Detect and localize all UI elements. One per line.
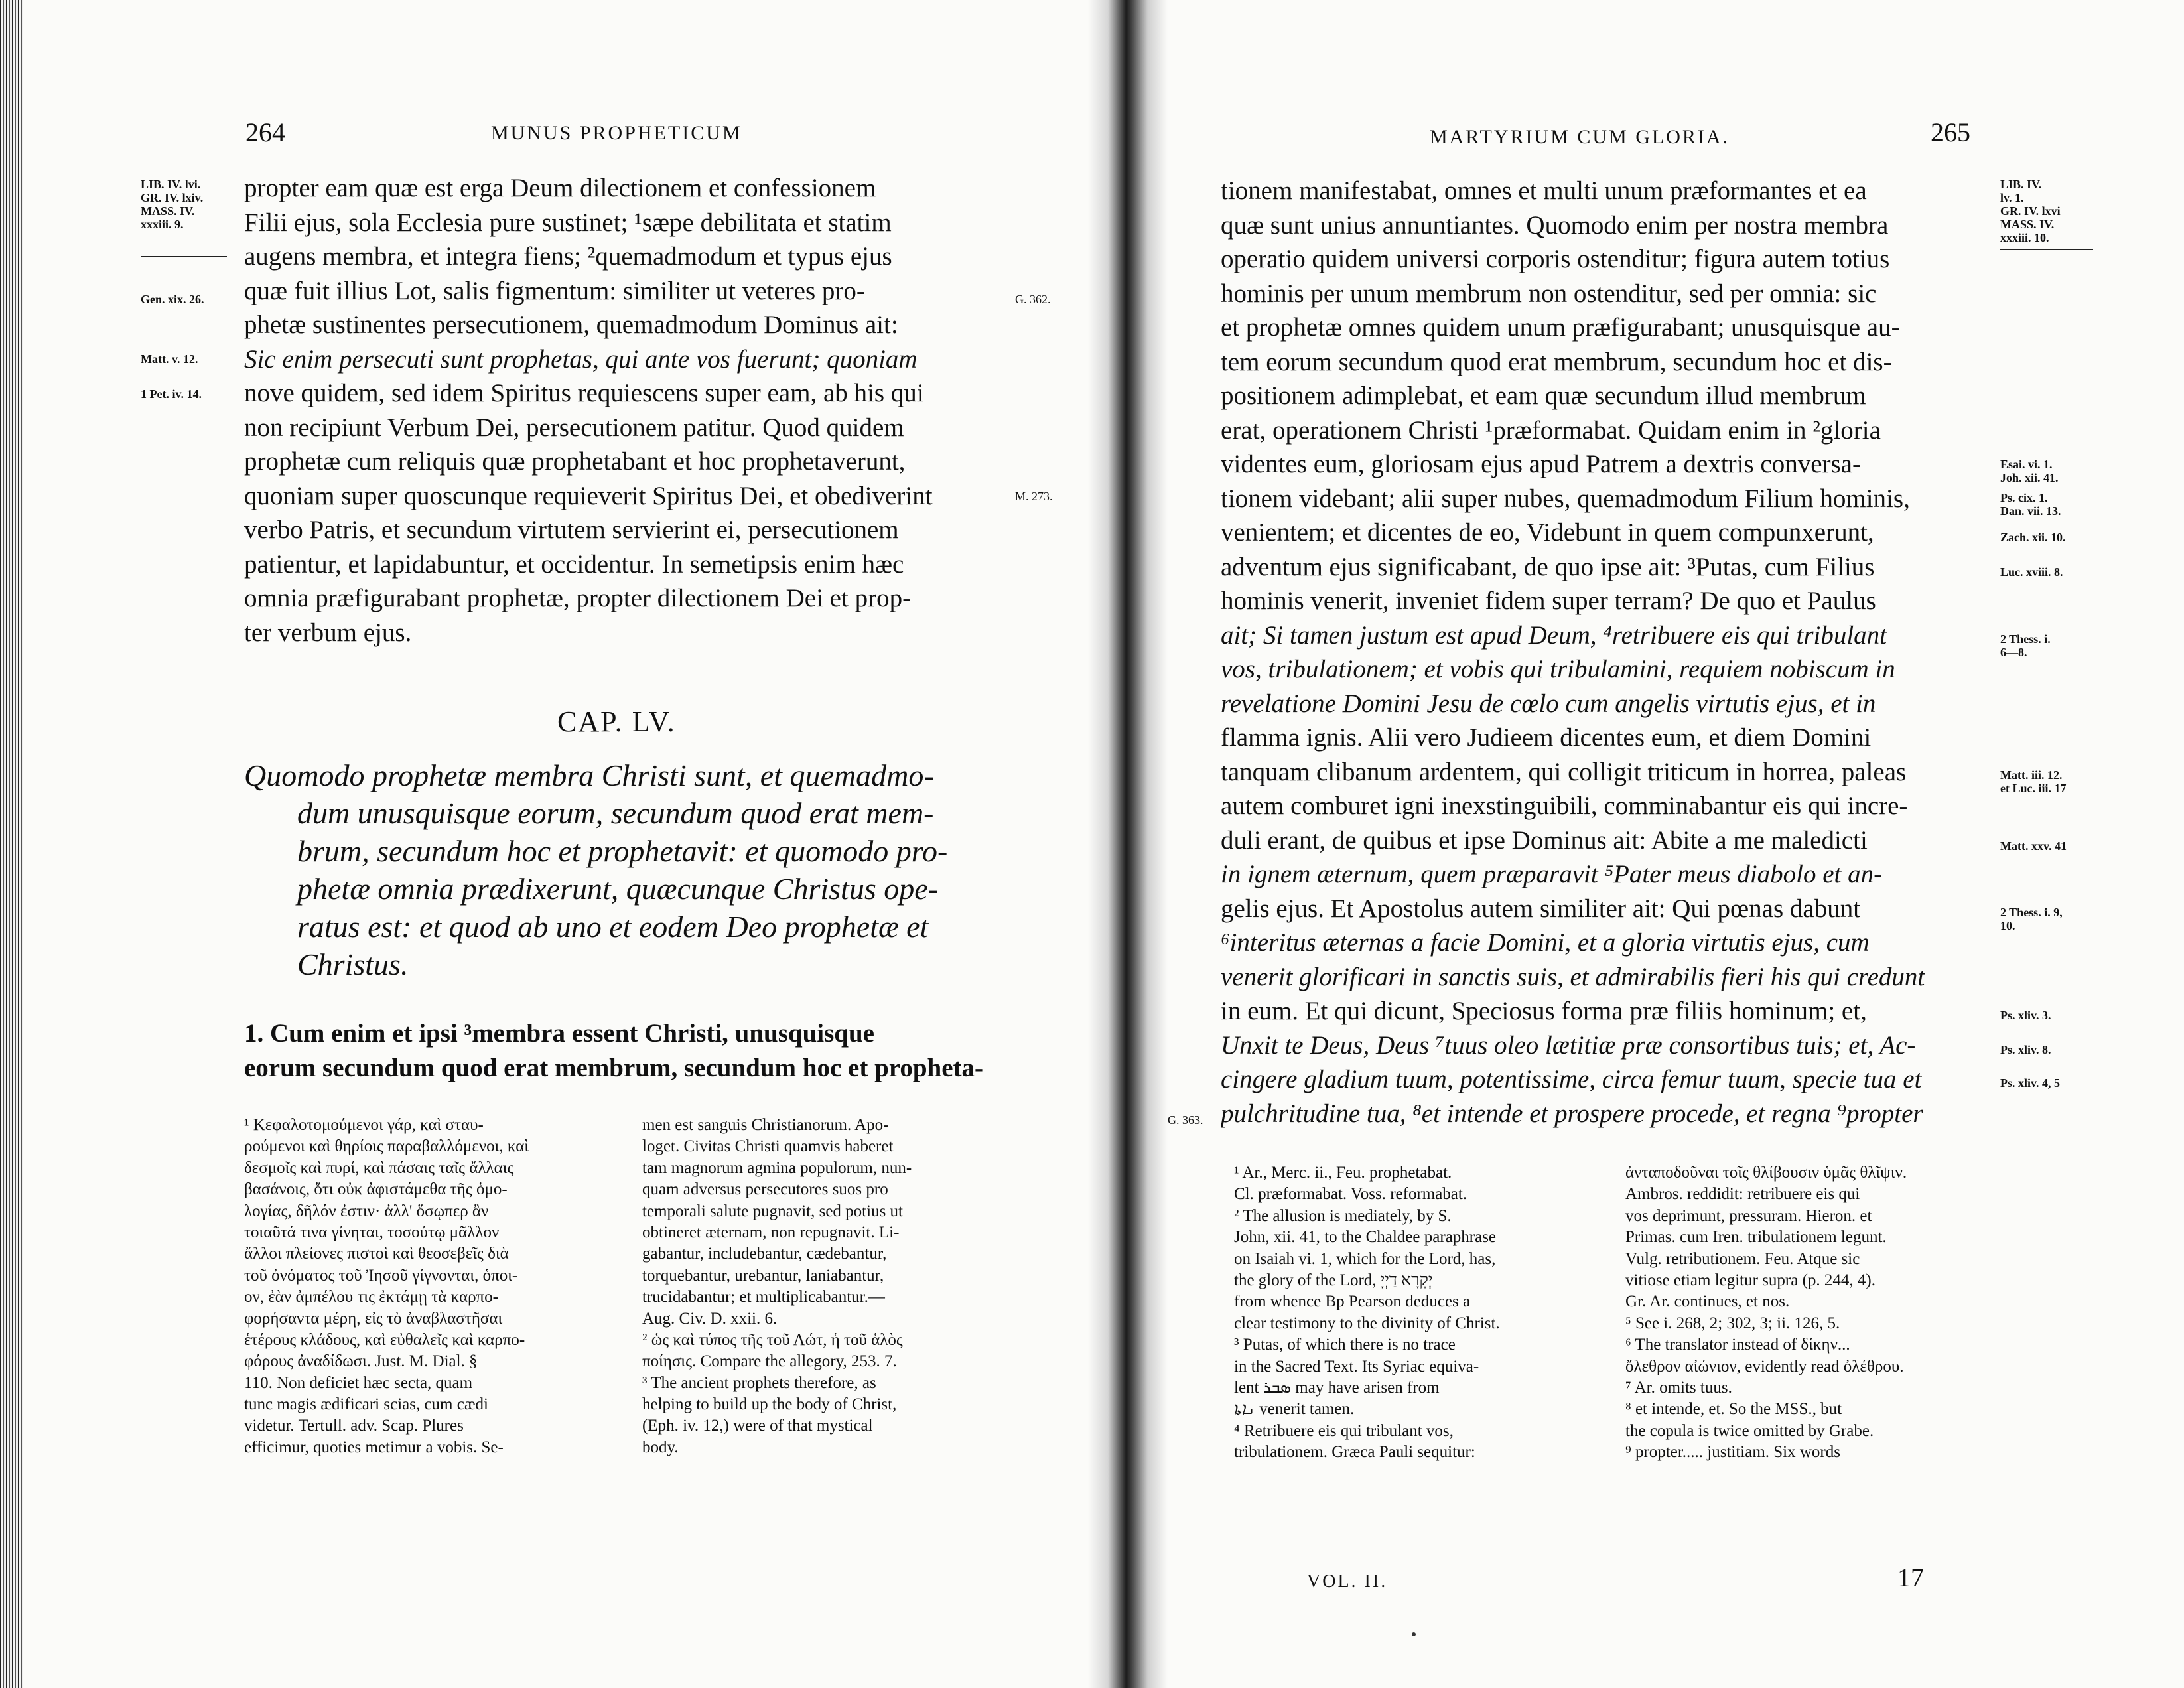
signature-mark: VOL. II. [1307, 1571, 1388, 1592]
running-head: MUNUS PROPHETICUM [491, 122, 742, 144]
margin-ref: LIB. IV. lvi. GR. IV. lxiv. MASS. IV. xxxiii. 9. [141, 178, 204, 231]
margin-ref: Matt. xxv. 41 [2000, 839, 2067, 853]
body-text: tionem manifestabat, omnes et multi unum præformantes et ea quæ sunt unius annuntiantes. Quomodo enim per nostra membra operatio quidem universi corporis ostenditur; figura autem totius hominis per unum membrum non ostenditur, sed per omnia: sic et prophetæ omnes quidem unum præfigurabant; unusquisque au- tem eorum secundum quod erat membrum, secundum hoc et dis- positionem adimplebat, et eam quæ secundum illud membrum erat, operationem Christi ¹præformabat. Quidam enim in ²gloria videntes eum, gloriosam ejus apud Patrem a dextris conversa- tionem videbant; alii super nubes, quemadmodum Filium hominis, venientem; et dicentes de eo, Videbunt in quem compunxerunt, adventum ejus significabant, de quo ipse ait: ³Putas, cum Filius hominis venerit, inveniet fidem super terram? De quo et Paulus ait; Si tamen justum est apud Deum, ⁴retribuere eis qui tribulant vos, tribulationem; et vobis qui tribulamini, requiem nobiscum in revelatione Domini Jesu de cœlo cum angelis virtutis ejus, et in flamma ignis. Alii vero Judieem dicentes eum, et diem Domini tanquam clibanum ardentem, qui colligit triticum in horrea, paleas autem comburet igni inexstinguibili, comminabantur eis qui incre- duli erant, de quibus et ipse Dominus ait: Abite a me maledicti in ignem æternum, quem præparavit ⁵Pater meus diabolo et an- gelis ejus. Et Apostolus autem similiter ait: Qui pœnas dabunt ⁶interitus æternas a facie Domini, et a gloria virtutis ejus, cum venerit glorificari in sanctis suis, et admirabilis fieri his qui credunt in eum. Et qui dicunt, Speciosus forma præ filiis hominum; et, Unxit te Deus, Deus ⁷tuus oleo lætitiæ præ consortibus tuis; et, Ac- cingere gladium tuum, potentissime, circa femur tuum, specie tua et pulchritudine tua, ⁸et intende et prospere procede, et regna ⁹propter [1221, 176, 1925, 1128]
chapter-heading: CAP. LV. [557, 705, 676, 738]
footnotes-column-1: ¹ Κεφαλοτομούμενοι γάρ, καὶ σταυ- ρούμενοι καὶ θηρίοις παραβαλλόμενοι, καὶ δεσμοῖς καὶ πυρί, καὶ πάσαις ταῖς ἄλλαις βασάνοις, ὅτι οὐκ ἀφιστάμεθα τῆς ὁμο- λογίας, δῆλόν ἐστιν· ἀλλ' ὅσῳπερ ἂν τοιαῦτά τινα γίνηται, τοσούτῳ μᾶλλον ἄλλοι πλείονες πιστοὶ καὶ θεοσεβεῖς διὰ τοῦ ὀνόματος τοῦ Ἰησοῦ γίγνονται, ὁποι- ον, ἐὰν ἀμπέλου τις ἐκτάμῃ τὰ καρπο- φορήσαντα μέρη, εἰς τὸ ἀναβλαστῆσαι ἑτέρους κλάδους, καὶ εὐθαλεῖς καὶ καρπο- φόρους ἀναδίδωσι. Just. M. Dial. § 110. Non deficiet hæc secta, quam tunc magis ædificari scias, cum cædi videtur. Tertull. adv. Scap. Plures efficimur, quoties metimur a vobis. Se- [244, 1116, 529, 1456]
margin-ref: Gen. xix. 26. [141, 293, 204, 306]
scan-speck [1412, 1632, 1416, 1636]
margin-ref: Ps. xliv. 8. [2000, 1043, 2051, 1056]
margin-ref: Ps. xliv. 3. [2000, 1009, 2051, 1022]
chapter-title: Quomodo prophetæ membra Christi sunt, et quemadmo- dum unusquisque eorum, secundum quod erat mem- brum, secundum hoc et prophetavit: et quomodo pro- phetæ omnia prædixerunt, quæcunque Christus ope- ratus est: et quod ab uno et eodem Deo prophetæ et Christus. [244, 758, 948, 981]
margin-ref: Ps. xliv. 4, 5 [2000, 1076, 2061, 1090]
margin-ref: G. 363. [1168, 1113, 1203, 1127]
margin-ref: LIB. IV. lv. 1. GR. IV. lxvi MASS. IV. xxxiii. 10. [2000, 178, 2061, 244]
margin-ref: 1 Pet. iv. 14. [141, 387, 202, 401]
margin-ref: Zach. xii. 10. [2000, 531, 2066, 544]
footnotes-column-2: men est sanguis Christianorum. Apo- loget. Civitas Christi quamvis haberet tam magnorum agmina populorum, nun- quam adversus persecutores suos pro temporali salute pugnavit, sed potius ut obtineret æternam, non repugnavit. Li- gabantur, includebantur, cædebantur, torquebantur, urebantur, laniabantur, trucidabantur; et multiplicabantur.— Aug. Civ. D. xxii. 6. ² ὡς καὶ τύπος τῆς τοῦ Λώτ, ἡ τοῦ ἁλὸς ποίησις. Compare the allegory, 253. 7. ³ The ancient prophets therefore, as helping to build up the body of Christ, (Eph. iv. 12,) were of that mystical body. [642, 1116, 912, 1456]
body-text: propter eam quæ est erga Deum dilectionem et confessionem Filii ejus, sola Ecclesia pure sustinet; ¹sæpe debilitata et statim augens membra, et integra fiens; ²quemadmodum et typus ejus quæ fuit illius Lot, salis figmentum: similiter ut veteres pro- phetæ sustinentes persecutionem, quemadmodum Dominus ait: Sic enim persecuti sunt prophetas, qui ante vos fuerunt; quoniam nove quidem, sed idem Spiritus requiescens super eam, ab his qui non recipiunt Verbum Dei, persecutionem patitur. Quod quidem prophetæ cum reliquis quæ prophetabant et hoc prophetaverunt, quoniam super quoscunque requieverit Spiritus Dei, et obediverint verbo Patris, et secundum virtutem servierint ei, persecutionem patientur, et lapidabuntur, et occidentur. In semetipsis enim hæc omnia præfigurabant prophetæ, propter dilectionem Dei et prop- ter verbum ejus. [244, 174, 933, 647]
sheet-number: 17 [1897, 1563, 1924, 1592]
page-number: 264 [245, 117, 285, 147]
margin-ref: Matt. iii. 12. et Luc. iii. 17 [2000, 768, 2067, 795]
margin-rule [141, 256, 227, 257]
margin-ref: G. 362. [1015, 293, 1051, 306]
margin-ref: 2 Thess. i. 9, 10. [2000, 906, 2063, 932]
paragraph-1: 1. Cum enim et ipsi ³membra essent Christi, unusquisque eorum secundum quod erat membrum, secundum hoc et propheta- [244, 1019, 984, 1082]
footnotes-column-2: ἀνταποδοῦναι τοῖς θλίβουσιν ὑμᾶς θλῖψιν. Ambros. reddidit: retribuere eis qui vos deprimunt, pressuram. Hieron. et Primas. cum Iren. tribulationem legunt. Vulg. retributionem. Feu. Atque sic vitiose etiam legitur supra (p. 244, 4). Gr. Ar. continues, et nos. ⁵ See i. 268, 2; 302, 3; ii. 126, 5. ⁶ The translator instead of δίκην... ὄλεθρον αἰώνιον, evidently read ὀλέθρου. ⁷ Ar. omits tuus. ⁸ et intende, et. So the MSS., but the copula is twice omitted by Grabe. ⁹ propter..... justitiam. Six words [1625, 1164, 1907, 1462]
right-page [1115, 0, 2184, 1688]
margin-ref: M. 273. [1015, 490, 1053, 503]
margin-ref: 2 Thess. i. 6—8. [2000, 632, 2051, 659]
running-head: MARTYRIUM CUM GLORIA. [1430, 126, 1730, 148]
footnotes-column-1: ¹ Ar., Merc. ii., Feu. prophetabat. Cl. præformabat. Voss. reformabat. ² The allusion is mediately, by S. John, xii. 41, to the Chaldee paraphrase on Isaiah vi. 1, which for the Lord, has, the glory of the Lord, יְקָרָא דַיְיָ from whence Bp Pearson deduces a clear testimony to the divinity of Christ. ³ Putas, of which there is no trace in the Sacred Text. Its Syriac equiva- lent ܣܒܪ may have arisen from ܢܐܬܐ venerit tamen. ⁴ Retribuere eis qui tribulant vos, tribulationem. Græca Pauli sequitur: [1234, 1164, 1500, 1462]
margin-ref: Ps. cix. 1. Dan. vii. 13. [2000, 491, 2061, 518]
margin-ref: Matt. v. 12. [141, 352, 198, 366]
margin-ref: Luc. xviii. 8. [2000, 565, 2063, 579]
margin-rule [2000, 249, 2093, 250]
page-number: 265 [1931, 117, 1970, 147]
margin-ref: Esai. vi. 1. Joh. xii. 41. [2000, 458, 2059, 484]
